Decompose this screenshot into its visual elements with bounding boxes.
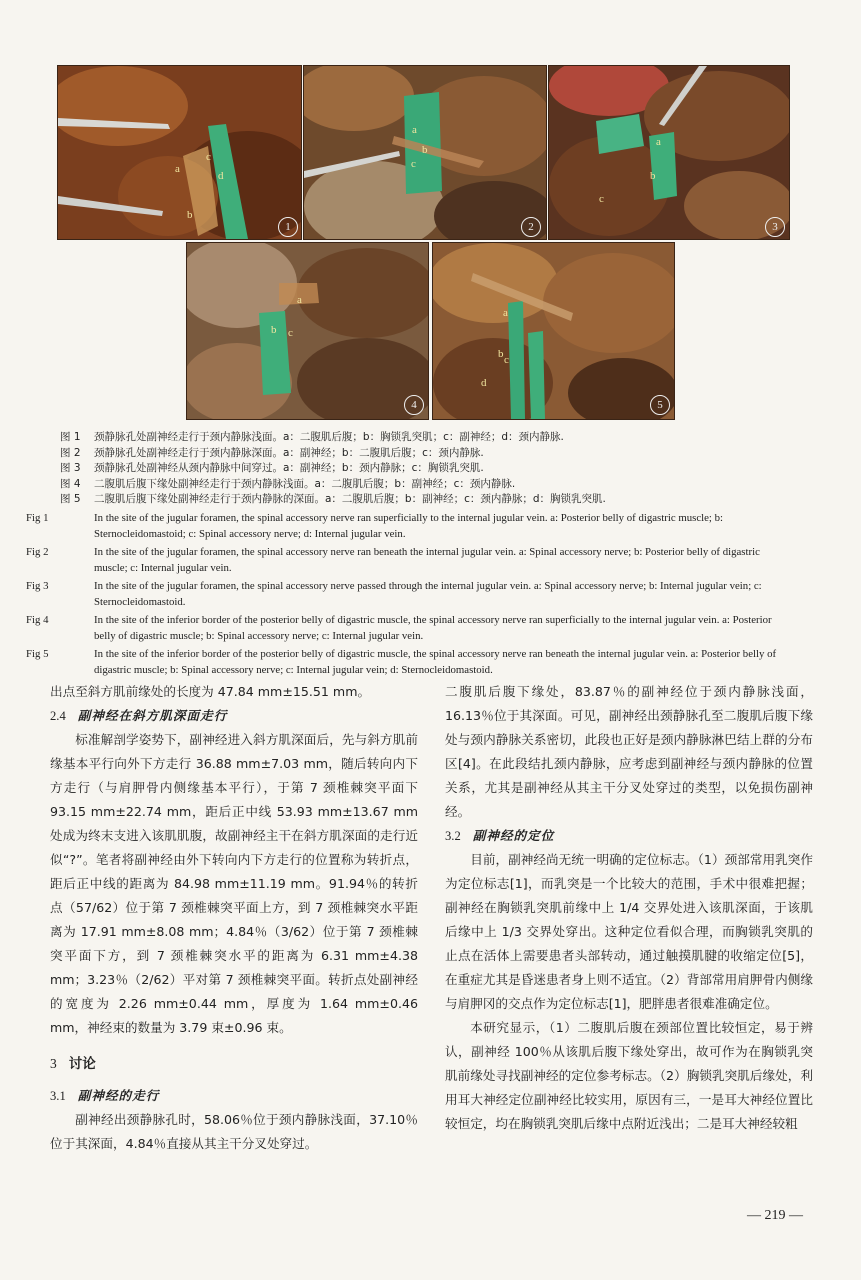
figure-2-label-b: b bbox=[422, 144, 428, 156]
figure-2-photo bbox=[303, 65, 547, 240]
caption-en-3 bbox=[26, 578, 795, 610]
section-2-4-heading bbox=[50, 704, 418, 728]
caption-en-1-text: In the site of the jugular foramen, the spinal accessory nerve ran superficially to the internal jugular vein. a: Posterior belly of digastric muscle; b: Sternocleidomastoid; c: Spinal accessory nerve; d: Internal jugular vein. bbox=[94, 511, 724, 540]
right-paragraph-0: 二腹肌后腹下缘处，83.87％的副神经位于颈内静脉浅面，16.13％位于其深面。可见，副神经出颈静脉孔至二腹肌后腹下缘处与颈内静脉关系密切，此段也正好是颈内静脉淋巴结上群的分布区[4]。在此段结扎颈内静脉，应考虑到副神经与颈内静脉的位置关系，尤其是副神经从其主干分叉处穿过的类型，以免损伤副神经。 bbox=[445, 684, 813, 819]
figure-2-label-a: a bbox=[412, 124, 417, 136]
page-number: — 219 — bbox=[747, 1208, 803, 1223]
figure-1-label-b: b bbox=[187, 209, 193, 221]
caption-en-2-text: In the site of the jugular foramen, the spinal accessory nerve ran beneath the internal jugular vein. a: Spinal accessory nerve; b: Posterior belly of digastric muscle; c: Internal jugular vein. bbox=[94, 545, 760, 574]
figure-2-label-c: c bbox=[411, 158, 416, 170]
caption-zh-1 bbox=[60, 430, 795, 446]
section-3-2-heading bbox=[445, 824, 813, 848]
caption-zh-2 bbox=[60, 446, 795, 462]
caption-zh-3-text: 颈静脉孔处副神经从颈内静脉中间穿过。a：副神经；b：颈内静脉；c：胸锁乳突肌. bbox=[94, 462, 484, 474]
caption-zh-3 bbox=[60, 461, 795, 477]
left-paragraph-2: 副神经出颈静脉孔时，58.06％位于颈内静脉浅面，37.10％位于其深面，4.84％直接从其主干分叉处穿过。 bbox=[50, 1112, 418, 1151]
caption-en-1 bbox=[26, 510, 795, 542]
figure-3-photo bbox=[548, 65, 790, 240]
figure-3-label-b: b bbox=[650, 170, 656, 182]
caption-zh-4 bbox=[60, 477, 795, 493]
figure-1-label-d: d bbox=[218, 170, 224, 182]
caption-zh-4-label: 图 4 bbox=[60, 477, 81, 490]
figure-3-label-a: a bbox=[656, 136, 661, 148]
caption-zh-1-text: 颈静脉孔处副神经走行于颈内静脉浅面。a：二腹肌后腹；b：胸锁乳突肌；c：副神经；d：颈内静脉. bbox=[94, 431, 564, 443]
figure-4-label-a: a bbox=[297, 294, 302, 306]
section-3-number: 3 bbox=[50, 1056, 57, 1071]
caption-en-4 bbox=[26, 612, 795, 644]
figure-1-number: 1 bbox=[278, 217, 298, 237]
figure-4-label-b: b bbox=[271, 324, 277, 336]
right-column bbox=[445, 680, 813, 1136]
figure-4-photo bbox=[186, 242, 429, 420]
caption-zh-2-label: 图 2 bbox=[60, 446, 81, 459]
caption-en-4-text: In the site of the inferior border of the posterior belly of digastric muscle, the spinal accessory nerve ran superficially to the internal jugular vein. a: Posterior belly of digastric muscle; b: Spinal accessory nerve; c: Internal jugular vein. bbox=[94, 613, 772, 642]
section-3-2-number: 3.2 bbox=[445, 829, 461, 843]
section-3-title: 讨论 bbox=[68, 1056, 96, 1072]
section-3-2-title: 副神经的定位 bbox=[472, 828, 555, 843]
figure-1-label-c: c bbox=[206, 151, 211, 163]
caption-en-5 bbox=[26, 646, 795, 678]
figure-5-label-c: c bbox=[504, 354, 509, 366]
left-column bbox=[50, 680, 418, 1156]
section-2-4-number: 2.4 bbox=[50, 709, 66, 723]
caption-zh-5-label: 图 5 bbox=[60, 493, 81, 505]
section-3-1-title: 副神经的走行 bbox=[77, 1088, 160, 1103]
caption-zh-5 bbox=[60, 492, 795, 508]
caption-zh-2-text: 颈静脉孔处副神经走行于颈内静脉深面。a：副神经；b：二腹肌后腹；c：颈内静脉. bbox=[94, 446, 484, 459]
figure-5-label-b: b bbox=[498, 348, 504, 360]
right-paragraph-2: 本研究显示，（1）二腹肌后腹在颈部位置比较恒定，易于辨认，副神经 100％从该肌后腹下缘处穿出，故可作为在胸锁乳突肌前缘处寻找副神经的定位参考标志。（2）胸锁乳突肌后缘处，利用耳大神经定位副神经比较实用，原因有三，一是耳大神经位置比较恒定，均在胸锁乳突肌后缘中点附近浅出；二是耳大神经较粗 bbox=[445, 1020, 813, 1131]
figure-1-photo bbox=[57, 65, 302, 240]
caption-en-2-label: Fig 2 bbox=[26, 545, 49, 558]
section-3-heading bbox=[50, 1052, 418, 1076]
figure-1-label-a: a bbox=[175, 163, 180, 175]
caption-zh-4-text: 二腹肌后腹下缘处副神经走行于颈内静脉浅面。a：二腹肌后腹；b：副神经；c：颈内静脉. bbox=[94, 477, 516, 490]
figure-4-label-c: c bbox=[288, 327, 293, 339]
section-2-4-title: 副神经在斜方肌深面走行 bbox=[77, 708, 228, 723]
figure-5-number: 5 bbox=[650, 395, 670, 415]
caption-zh-5-text: 二腹肌后腹下缘处副神经走行于颈内静脉的深面。a：二腹肌后腹；b：副神经；c：颈内静脉；d：胸锁乳突肌. bbox=[94, 493, 606, 505]
caption-en-3-label: Fig 3 bbox=[26, 579, 49, 592]
left-paragraph-0: 出点至斜方肌前缘处的长度为 47.84 mm±15.51 mm。 bbox=[50, 684, 371, 699]
caption-en-4-label: Fig 4 bbox=[26, 613, 49, 626]
caption-en-1-label: Fig 1 bbox=[26, 511, 49, 524]
figure-3-number: 3 bbox=[765, 217, 785, 237]
figure-3-label-c: c bbox=[599, 193, 604, 205]
caption-en-2 bbox=[26, 544, 795, 576]
figure-4-number: 4 bbox=[404, 395, 424, 415]
section-3-1-heading bbox=[50, 1084, 418, 1108]
figure-5-photo bbox=[432, 242, 675, 420]
right-paragraph-1: 目前，副神经尚无统一明确的定位标志。（1）颈部常用乳突作为定位标志[1]，而乳突是一个比较大的范围，手术中很难把握；副神经在胸锁乳突肌前缘中上 1/4 交界处进入该肌深面，于该肌后缘中上 1/3 交界处穿出。这种定位看似合理，而胸锁乳突肌的止点在活体上需要患者头部转动，通过触摸肌腱的收缩定位[5]，在重症尤其是昏迷患者身上则不适宜。（2）背部常用肩胛骨内侧缘与肩胛冈的交点作为定位标志[1]，肥胖患者很难准确定位。 bbox=[445, 852, 813, 1011]
figure-5-label-d: d bbox=[481, 377, 487, 389]
caption-zh-1-label: 图 1 bbox=[60, 431, 81, 443]
caption-en-5-label: Fig 5 bbox=[26, 647, 49, 660]
caption-en-5-text: In the site of the inferior border of the posterior belly of digastric muscle, the spinal accessory nerve ran beneath the internal jugular vein. a: Posterior belly of digastric muscle; b: Spinal accessory nerve; c: Internal jugular vein; d: Sternocleidomastoid. bbox=[94, 647, 777, 676]
figure-5-label-a: a bbox=[503, 307, 508, 319]
figure-captions bbox=[26, 430, 795, 678]
caption-zh-3-label: 图 3 bbox=[60, 462, 81, 474]
figure-2-number: 2 bbox=[521, 217, 541, 237]
section-3-1-number: 3.1 bbox=[50, 1089, 66, 1103]
left-paragraph-1: 标准解剖学姿势下，副神经进入斜方肌深面后，先与斜方肌前缘基本平行向外下方走行 36.88 mm±7.03 mm，随后转向内下方走行（与肩胛骨内侧缘基本平行），于第 7 颈椎棘突平面下 93.15 mm±22.74 mm，距后正中线 53.93 mm±13.67 mm 处成为终末支进入该肌肌腹，故副神经主干在斜方肌深面的走行近似“?”。笔者将副神经由外下转向内下方走行的位置称为转折点，距后正中线的距离为 84.98 mm±11.19 mm。91.94％的转折点（57/62）位于第 7 颈椎棘突平面上方，到 7 颈椎棘突水平距离为 17.91 mm±8.08 mm；4.84％（3/62）位于第 7 颈椎棘突平面下方，到 7 颈椎棘突水平的距离为 6.31 mm±4.38 mm；3.23％（2/62）平对第 7 颈椎棘突平面。转折点处副神经的宽度为 2.26 mm±0.44 mm，厚度为 1.64 mm±0.46 mm，神经束的数量为 3.79 束±0.96 束。 bbox=[50, 732, 418, 1035]
caption-en-3-text: In the site of the jugular foramen, the spinal accessory nerve passed through the internal jugular vein. a: Spinal accessory nerve; b: Internal jugular vein; c: Sternocleidomastoid. bbox=[94, 579, 762, 608]
